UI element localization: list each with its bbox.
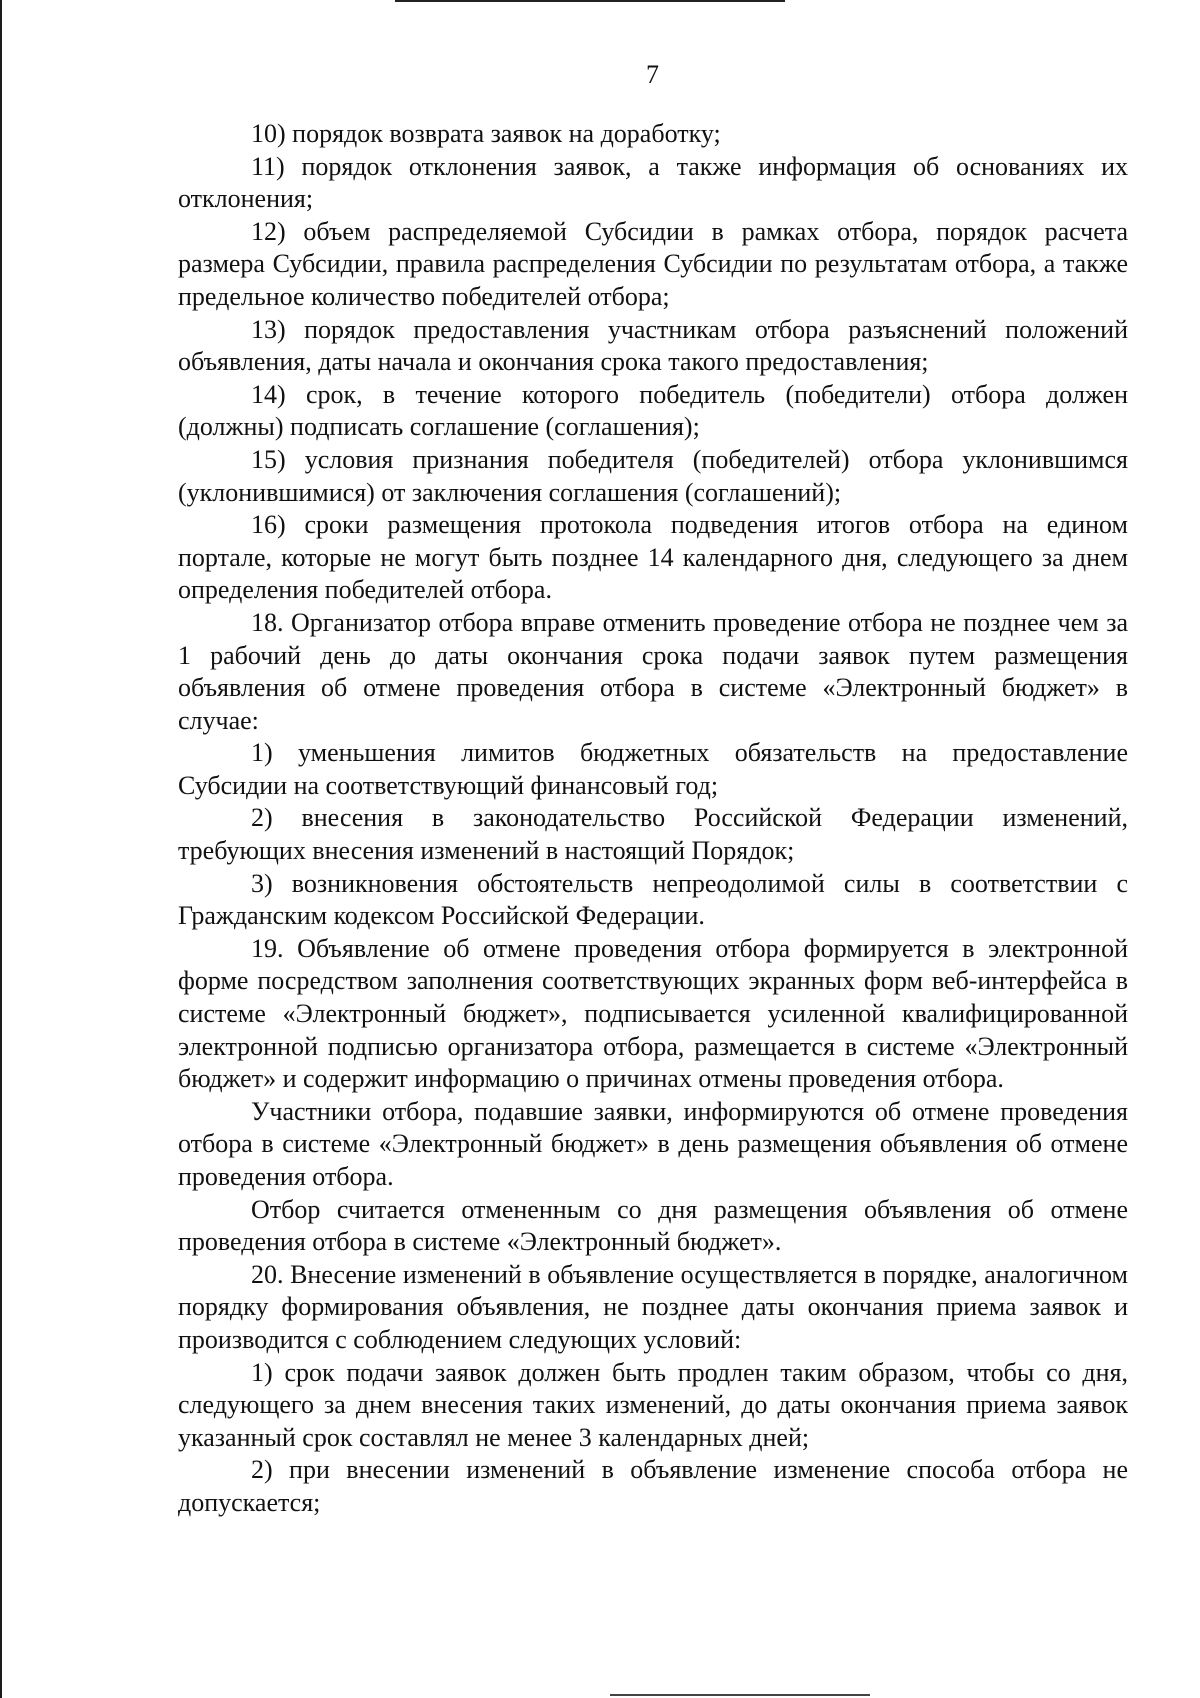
paragraph-19-participants: Участники отбора, подавшие заявки, информируются об отмене проведения отбора в системе «Электронный бюджет» в день размещения объявления об отмене проведения отбора.: [178, 1096, 1128, 1191]
paragraph-item-10: 10) порядок возврата заявок на доработку;: [251, 119, 721, 148]
paragraph-18-case-3: 3) возникновения обстоятельств непреодолимой силы в соответствии с Гражданским кодексом Российской Федерации.: [178, 868, 1128, 931]
paragraph-20-condition-2: 2) при внесении изменений в объявление изменение способа отбора не допускается;: [178, 1455, 1128, 1517]
paragraph-20-condition-1: 1) срок подачи заявок должен быть продлен таким образом, чтобы со дня, следующего за днем внесения таких изменений, до даты окончания приема заявок указанный срок составлял не менее 3 календарных дней;: [178, 1357, 1128, 1452]
page-number: 7: [646, 60, 659, 89]
paragraph-item-16: 16) сроки размещения протокола подведения итогов отбора на едином портале, которые не могут быть позднее 14 календарного дня, следующего за днем определения победителей отбора.: [178, 510, 1128, 605]
paragraph-item-13: 13) порядок предоставления участникам отбора разъяснений положений объявления, даты начала и окончания срока такого предоставления;: [178, 314, 1128, 377]
paragraph-item-14: 14) срок, в течение которого победитель (победители) отбора должен (должны) подписать соглашение (соглашения);: [178, 379, 1128, 442]
paragraph-18-case-2: 2) внесения в законодательство Российской Федерации изменений, требующих внесения изменений в настоящий Порядок;: [178, 803, 1128, 866]
paragraph-item-15: 15) условия признания победителя (победителей) отбора уклонившимся (уклонившимися) от заключения соглашения (соглашений);: [178, 444, 1128, 507]
paragraph-section-18: 18. Организатор отбора вправе отменить проведение отбора не позднее чем за 1 рабочий день до даты окончания срока подачи заявок путем размещения объявления об отмене проведения отбора в системе «Электронный бюджет» в случае:: [178, 607, 1128, 735]
scan-top-edge: [395, 0, 785, 2]
paragraph-18-case-1: 1) уменьшения лимитов бюджетных обязательств на предоставление Субсидии на соответствующий финансовый год;: [178, 738, 1128, 800]
paragraph-section-19: 19. Объявление об отмене проведения отбора формируется в электронной форме посредством заполнения соответствующих экранных форм веб-интерфейса в системе «Электронный бюджет», подписывается усиленной квалифицированной электронной подписью организатора отбора, размещается в системе «Электронный бюджет» и содержит информацию о причинах отмены проведения отбора.: [178, 933, 1128, 1094]
paragraph-19-cancelled: Отбор считается отмененным со дня размещения объявления об отмене проведения отбора в системе «Электронный бюджет».: [178, 1194, 1128, 1257]
paragraph-section-20: 20. Внесение изменений в объявление осуществляется в порядке, аналогичном порядку формирования объявления, не позднее даты окончания приема заявок и производится с соблюдением следующих условий:: [178, 1259, 1128, 1354]
paragraph-item-12: 12) объем распределяемой Субсидии в рамках отбора, порядок расчета размера Субсидии, правила распределения Субсидии по результатам отбора, а также предельное количество победителей отбора;: [178, 216, 1128, 311]
paragraph-item-11: 11) порядок отклонения заявок, а также информация об основаниях их отклонения;: [178, 151, 1128, 214]
scan-left-edge: [0, 0, 2, 1698]
scan-bottom-edge: [610, 1694, 870, 1696]
document-body: [178, 118, 1128, 1520]
